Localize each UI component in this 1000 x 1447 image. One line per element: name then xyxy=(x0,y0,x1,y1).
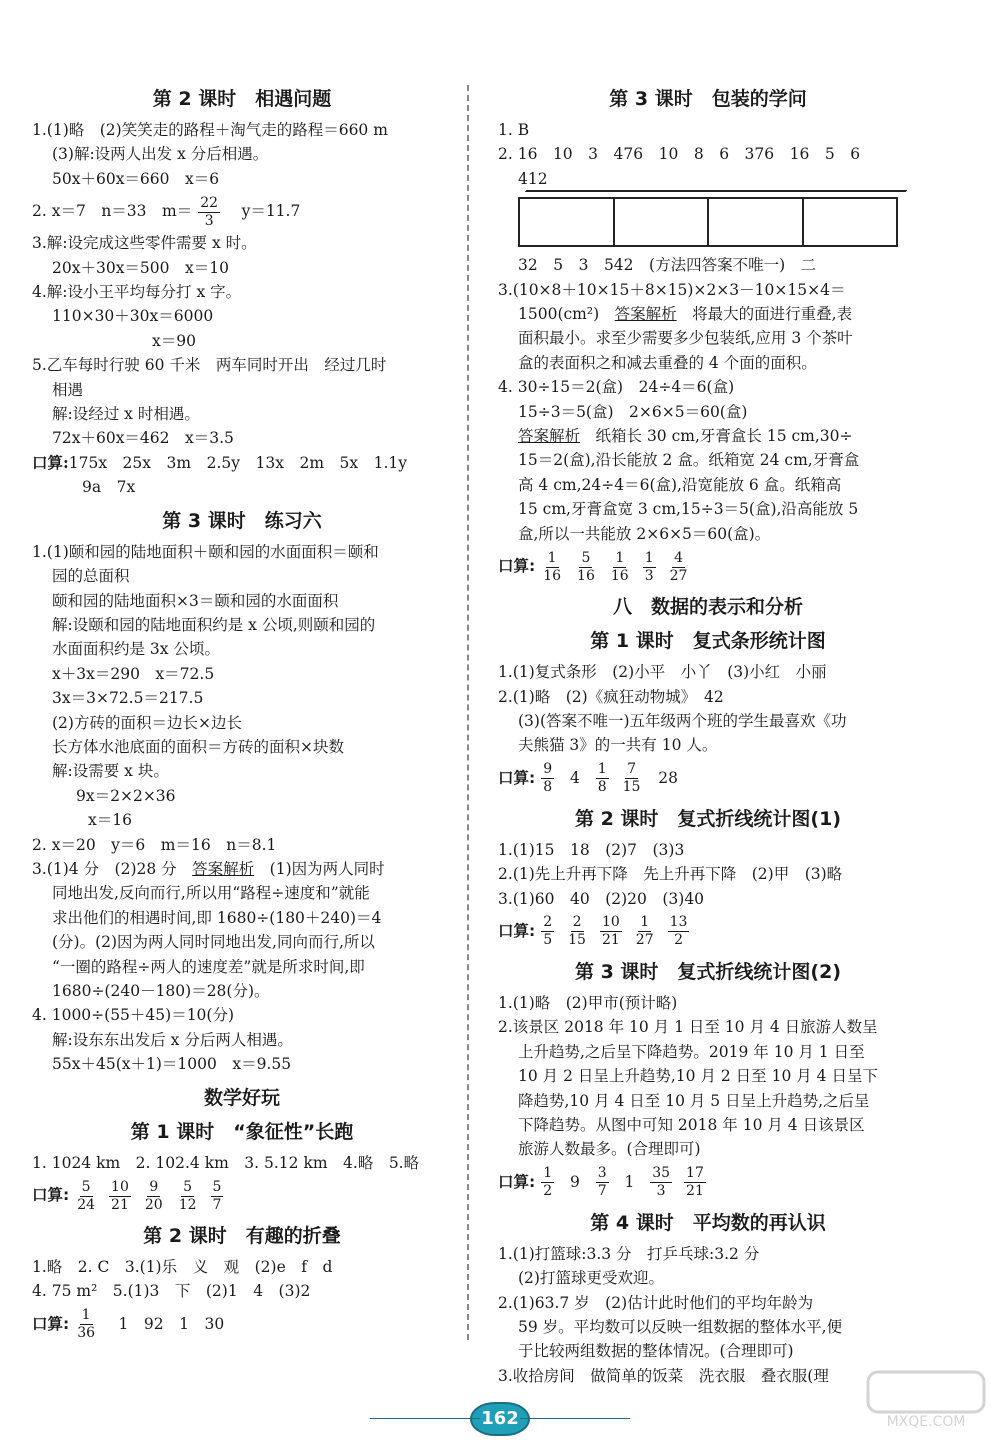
answer-line: 面积最小。求至少需要多少包装纸,应用 3 个茶叶 xyxy=(518,329,853,348)
numerator: 5 xyxy=(212,1178,222,1195)
answer-line: 于比较两组数据的整体情况。(合理即可) xyxy=(518,1342,794,1361)
lesson-title: 第 1 课时 “象征性”长跑 xyxy=(130,1120,354,1143)
answer-line: 求出他们的相遇时间,即 1680÷(180＋240)＝4 xyxy=(52,908,382,927)
answer-line: 32 5 3 542 (方法四答案不唯一) 二 xyxy=(518,256,817,275)
fraction xyxy=(668,550,690,585)
numerator: 5 xyxy=(183,1178,193,1195)
answer-line: 2.(1)先上升再下降 先上升再下降 (2)甲 (3)略 xyxy=(498,865,843,884)
watermark-logo xyxy=(866,1370,986,1434)
answer-line: 4. 1000÷(55＋45)＝10(分) xyxy=(32,1006,235,1025)
numerator: 3 xyxy=(597,1165,607,1182)
answer-analysis-label: 答案解析 xyxy=(192,859,255,878)
answer-line: (3)解:设两人出发 x 分后相遇。 xyxy=(52,145,269,164)
answer-line: 2.(1)略 (2)《疯狂动物城》 42 xyxy=(498,687,724,706)
denominator: 21 xyxy=(686,1183,704,1200)
answer-line: 50x＋60x＝660 x＝6 xyxy=(52,169,220,188)
answer-line: 59 岁。平均数可以反映一组数据的整体水平,便 xyxy=(518,1318,843,1336)
right-column xyxy=(498,78,918,1388)
numerator: 5 xyxy=(581,549,591,566)
kousuan-label: 口算: xyxy=(498,557,536,576)
denominator: 3 xyxy=(644,567,654,584)
numerator: 1 xyxy=(644,549,654,566)
answer-line: 15 cm,牙膏盒宽 3 cm,15÷3＝5(盒),沿高能放 5 xyxy=(518,500,859,519)
answer-line: 10 月 2 日呈上升趋势,10 月 2 日至 10 月 4 日呈下 xyxy=(518,1067,878,1086)
text: 4 xyxy=(560,768,590,787)
numerator: 10 xyxy=(601,914,620,931)
answer-line: 1.(1)略 (2)甲市(预计略) xyxy=(498,993,678,1012)
answer-line: x＋3x＝290 x＝72.5 xyxy=(52,664,215,683)
lesson-title: 第 3 课时 复式折线统计图(2) xyxy=(574,960,842,983)
kousuan-label: 口算: xyxy=(32,452,69,472)
answer-line: 3.(10×8＋10×15＋8×15)×2×3－10×15×4＝ xyxy=(498,280,846,299)
denominator: 3 xyxy=(204,212,214,229)
fraction xyxy=(575,550,597,585)
answer-line: “一圈的路程÷两人的速度差”就是所求时间,即 xyxy=(52,957,365,976)
kousuan-line xyxy=(498,1162,918,1202)
answer-line: 1680÷(240－180)＝28(分)。 xyxy=(52,982,270,1000)
box-shape xyxy=(802,197,899,247)
column-divider xyxy=(467,85,469,1340)
answer-line: 55x＋45(x＋1)＝1000 x＝9.55 xyxy=(52,1055,292,1074)
answer-line: (3)(答案不唯一)五年级两个班的学生最喜欢《功 xyxy=(518,711,847,730)
denominator: 2 xyxy=(674,932,683,949)
answer-line: 110×30＋30x＝6000 xyxy=(52,307,214,326)
answer-line xyxy=(498,302,918,326)
text: 9 xyxy=(560,1172,590,1191)
answer-line: 2.该景区 2018 年 10 月 1 日至 10 月 4 日旅游人数呈 xyxy=(498,1018,878,1037)
answer-line: 1.(1)略 (2)笑笑走的路程＋淘气走的路程＝660 m xyxy=(32,121,388,139)
fraction xyxy=(643,550,656,585)
text: 2. x＝7 n＝33 m＝ xyxy=(32,202,193,221)
fraction xyxy=(600,914,622,949)
answer-line xyxy=(32,857,452,881)
answer-line: 园的总面积 xyxy=(52,567,130,586)
kousuan-line xyxy=(498,911,918,951)
kousuan-line xyxy=(32,1304,452,1344)
numerator: 9 xyxy=(543,761,553,778)
unit-title: 八 数据的表示和分析 xyxy=(612,596,803,619)
denominator: 36 xyxy=(77,1325,96,1342)
answer-line: 2.(1)63.7 岁 (2)估计此时他们的平均年龄为 xyxy=(498,1293,814,1312)
kousuan-line xyxy=(498,758,918,798)
section-title: 数学好玩 xyxy=(203,1086,280,1109)
answer-analysis-label: 答案解析 xyxy=(518,427,581,446)
fraction xyxy=(684,1165,706,1200)
answer-analysis-label: 答案解析 xyxy=(614,305,677,324)
answer-line: 相遇 xyxy=(52,380,84,399)
text: 28 xyxy=(648,768,688,787)
text: 1 xyxy=(614,1172,645,1191)
answer-line: 3.收拾房间 做简单的饭菜 洗衣服 叠衣服(理 xyxy=(498,1366,829,1385)
answer-line: 4.解:设小王平均每分打 x 字。 xyxy=(32,283,242,302)
numerator: 17 xyxy=(686,1165,704,1182)
footer-line xyxy=(520,1418,630,1419)
lesson-title: 第 1 课时 复式条形统计图 xyxy=(590,630,826,653)
fraction xyxy=(541,914,554,949)
answer-line: (2)方砖的面积＝边长×边长 xyxy=(52,713,242,732)
denominator: 27 xyxy=(635,932,654,949)
denominator: 16 xyxy=(577,567,595,584)
watermark-icon xyxy=(866,1370,986,1430)
answer-line: 1.(1)15 18 (2)7 (3)3 xyxy=(498,840,685,859)
numerator: 1 xyxy=(543,1165,553,1182)
answer-line: 1.(1)复式条形 (2)小平 小丫 (3)小红 小丽 xyxy=(498,663,827,682)
section-title: 第 2 课时 相遇问题 xyxy=(152,88,332,110)
fraction xyxy=(177,1179,199,1214)
text: y＝11.7 xyxy=(226,202,301,221)
fraction xyxy=(596,1165,609,1200)
kousuan-label: 口算: xyxy=(498,768,536,787)
answer-line: x＝90 xyxy=(152,331,196,350)
text: 175x 25x 3m 2.5y 13x 2m 5x 1.1y xyxy=(68,453,408,472)
kousuan-label: 口算: xyxy=(498,1172,536,1191)
fraction xyxy=(621,761,643,796)
answer-line: 解:设经过 x 时相遇。 xyxy=(52,405,200,424)
answer-line: 盒,所以一共能放 2×6×5＝60(盒)。 xyxy=(518,524,771,543)
answer-line: 5.乙车每时行驶 60 千米 两车同时开出 经过几时 xyxy=(32,356,387,375)
kousuan-line xyxy=(32,1175,452,1215)
fraction xyxy=(109,1179,131,1214)
fraction xyxy=(650,1165,672,1200)
answer-line: 下降趋势。从图中可知 2018 年 10 月 4 日该景区 xyxy=(518,1115,865,1134)
kousuan-label: 口算: xyxy=(498,921,536,940)
lesson-title: 第 4 课时 平均数的再认识 xyxy=(590,1211,826,1234)
denominator: 3 xyxy=(656,1183,666,1200)
answer-line: 降趋势,10 月 4 日至 10 月 5 日呈上升趋势,之后呈 xyxy=(518,1091,870,1110)
answer-line: 解:设东东出发后 x 分后两人相遇。 xyxy=(52,1030,293,1049)
fraction xyxy=(566,914,588,949)
answer-line: 1.(1)颐和园的陆地面积＋颐和园的水面面积＝颐和 xyxy=(32,542,379,561)
denominator: 5 xyxy=(543,932,553,949)
answer-line: 20x＋30x＝500 x＝10 xyxy=(52,258,229,277)
numerator: 2 xyxy=(572,914,582,931)
answer-line xyxy=(498,424,918,448)
text: 1 92 1 30 xyxy=(103,1314,225,1333)
answer-line: 长方体水池底面的面积＝方砖的面积×块数 xyxy=(52,737,344,756)
answer-line: 颐和园的陆地面积×3＝颐和园的水面面积 xyxy=(52,591,339,610)
answer-line: 15＝2(盒),沿长能放 2 盒。纸箱宽 24 cm,牙膏盒 xyxy=(518,451,860,470)
denominator: 20 xyxy=(144,1196,163,1213)
denominator: 16 xyxy=(610,567,629,584)
page-number: 162 xyxy=(470,1402,530,1436)
fraction xyxy=(541,761,554,796)
denominator: 21 xyxy=(601,932,620,949)
answer-line: 3.解:设完成这些零件需要 x 时。 xyxy=(32,234,257,253)
watermark-text: MXQE.COM xyxy=(886,1414,966,1430)
fraction xyxy=(198,195,220,230)
denominator: 7 xyxy=(212,1196,222,1213)
answer-line: (2)打篮球更受欢迎。 xyxy=(518,1269,664,1288)
denominator: 8 xyxy=(543,779,553,796)
answer-line: 4. 30÷15＝2(盒) 24÷4＝6(盒) xyxy=(498,378,735,397)
text: 1500(cm²) xyxy=(518,305,615,324)
answer-line: 2. 16 10 3 476 10 8 6 376 16 5 6 xyxy=(498,145,861,164)
denominator: 16 xyxy=(543,567,562,584)
fraction xyxy=(75,1179,97,1214)
numerator: 4 xyxy=(674,549,683,566)
text: 纸箱长 30 cm,牙膏盒长 15 cm,30÷ xyxy=(580,427,853,446)
kousuan-label: 口算: xyxy=(32,1314,70,1333)
answer-line: x＝16 xyxy=(88,811,132,830)
fraction xyxy=(541,1165,554,1200)
numerator: 1 xyxy=(597,761,607,778)
numerator: 2 xyxy=(543,914,553,931)
fraction xyxy=(75,1307,97,1342)
answer-line xyxy=(32,191,452,231)
text: 3.(1)4 分 (2)28 分 xyxy=(32,859,193,878)
numerator: 1 xyxy=(615,549,625,566)
answer-line: 72x＋60x＝462 x＝3.5 xyxy=(52,429,234,448)
answer-line: 解:设颐和园的陆地面积约是 x 公顷,则颐和园的 xyxy=(52,615,376,634)
denominator: 15 xyxy=(568,932,586,949)
fraction xyxy=(541,550,563,585)
answer-line: 夫熊猫 3》的一共有 10 人。 xyxy=(518,736,718,755)
numerator: 35 xyxy=(652,1165,671,1182)
fraction xyxy=(668,914,690,949)
denominator: 12 xyxy=(178,1196,197,1213)
answer-line: 1.(1)打篮球:3.3 分 打乒乓球:3.2 分 xyxy=(498,1244,760,1263)
fraction xyxy=(143,1179,165,1214)
numerator: 13 xyxy=(669,914,688,931)
numerator: 1 xyxy=(640,914,650,931)
fraction xyxy=(596,761,609,796)
answer-line: 4. 75 m² 5.(1)3 下 (2)1 4 (3)2 xyxy=(32,1282,311,1301)
answer-line: 高 4 cm,24÷4＝6(盒),沿宽能放 6 盒。纸箱高 xyxy=(518,475,842,494)
fraction xyxy=(609,550,631,585)
answer-line: 解:设需要 x 块。 xyxy=(52,762,169,781)
answer-line: 1. 1024 km 2. 102.4 km 3. 5.12 km 4.略 5.略 xyxy=(32,1153,420,1172)
footer-line xyxy=(370,1418,480,1419)
denominator: 7 xyxy=(597,1183,607,1200)
answer-line: 同地出发,反向而行,所以用“路程÷速度和”就能 xyxy=(52,884,370,903)
text: 将最大的面进行重叠,表 xyxy=(676,305,853,324)
answer-line: 3.(1)60 40 (2)20 (3)40 xyxy=(498,889,705,908)
fraction xyxy=(211,1179,224,1214)
numerator: 10 xyxy=(111,1178,129,1195)
kousuan-label: 口算: xyxy=(32,1186,70,1205)
answer-line: 9x＝2×2×36 xyxy=(76,786,176,805)
page-footer xyxy=(0,1402,1000,1436)
denominator: 27 xyxy=(669,567,688,584)
text: (1)因为两人同时 xyxy=(254,859,385,878)
answer-line: 1.略 2. C 3.(1)乐 义 观 (2)e f d xyxy=(32,1258,333,1277)
answer-line: 盒的表面积之和减去重叠的 4 个面的面积。 xyxy=(518,353,817,372)
box-shape xyxy=(518,197,613,247)
box-shape xyxy=(613,197,708,247)
numerator: 22 xyxy=(200,194,219,211)
answer-line: 上升趋势,之后呈下降趋势。2019 年 10 月 1 日至 xyxy=(518,1042,865,1061)
denominator: 21 xyxy=(111,1196,129,1213)
lesson-title: 第 2 课时 有趣的折叠 xyxy=(143,1225,341,1248)
numerator: 1 xyxy=(81,1307,91,1324)
section-title: 第 3 课时 练习六 xyxy=(162,509,322,532)
answer-line: 旅游人数最多。(合理即可) xyxy=(518,1140,701,1159)
denominator: 24 xyxy=(77,1196,96,1213)
fraction xyxy=(634,914,656,949)
box-shape xyxy=(707,197,802,247)
denominator: 8 xyxy=(597,779,607,796)
answer-line: 1. B xyxy=(498,121,530,139)
left-column xyxy=(32,78,452,1344)
answer-line: 3x＝3×72.5＝217.5 xyxy=(52,689,204,708)
numerator: 5 xyxy=(81,1178,91,1195)
denominator: 15 xyxy=(622,779,641,796)
denominator: 2 xyxy=(543,1183,553,1200)
kousuan-line: 9a 7x xyxy=(82,478,136,497)
kousuan-line xyxy=(32,451,452,475)
lesson-title: 第 2 课时 复式折线统计图(1) xyxy=(574,807,842,830)
answer-line: 15÷3＝5(盒) 2×6×5＝60(盒) xyxy=(518,402,748,421)
section-title: 第 3 课时 包装的学问 xyxy=(609,88,807,110)
numerator: 1 xyxy=(547,549,557,566)
answer-line: (分)。(2)因为两人同时同地出发,同向而行,所以 xyxy=(52,933,375,952)
numerator: 7 xyxy=(627,761,636,778)
answer-line: 2. x＝20 y＝6 m＝16 n＝8.1 xyxy=(32,835,277,854)
box-stack-figure xyxy=(518,197,898,247)
answer-line: 水面面积约是 3x 公顷。 xyxy=(52,640,220,659)
answer-line: 412 xyxy=(518,169,548,188)
kousuan-line xyxy=(498,546,918,586)
numerator: 9 xyxy=(149,1178,159,1195)
